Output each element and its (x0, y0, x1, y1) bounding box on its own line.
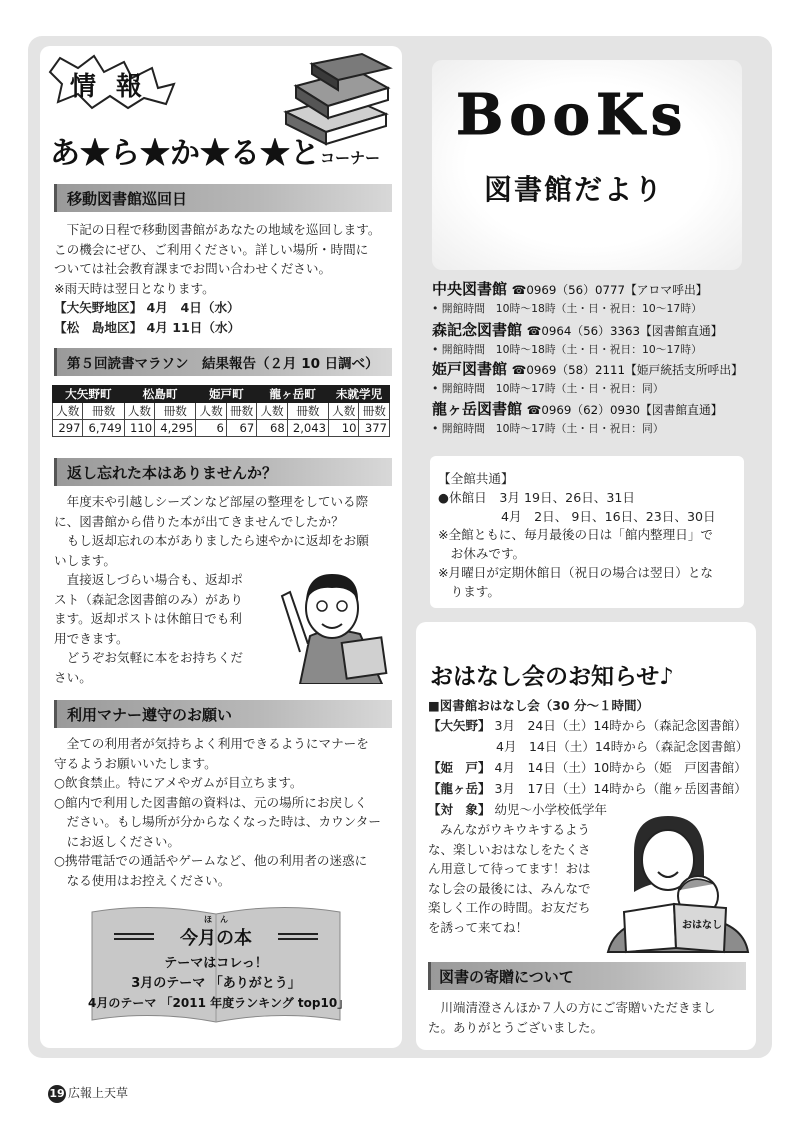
manners-heading (54, 700, 392, 728)
mobile-library-date: 【大矢野地区】 4月 4日（水） (54, 300, 240, 315)
return-books-line: さい。 (54, 669, 92, 685)
return-books-title: 返し忘れた本はありませんか？ (67, 464, 278, 482)
corner-title-suffix: コーナー (320, 149, 381, 167)
return-books-line: スト（森記念図書館のみ）があり (54, 591, 243, 607)
story-schedule-row (496, 737, 748, 755)
library-hours: • 開館時間 10時～17時（土・日・祝日：同） (432, 422, 664, 435)
closed-days-line: ●休館日 3月 19日、26日、31日 (438, 489, 636, 505)
library-name: 龍ヶ岳図書館 (432, 400, 523, 418)
marathon-value: 2,043 (287, 420, 328, 437)
story-schedule-row (428, 800, 607, 818)
return-books-line: 年度末や引越しシーズンなど部屋の整理をしている際 (66, 494, 369, 509)
marathon-subheader: 冊数 (359, 403, 390, 420)
return-books-line: いします。 (54, 552, 116, 568)
library-phone: ☎0969（56）0777【アロマ呼出】 (511, 283, 708, 297)
story-message-line: ん用意して待ってます！おは (428, 861, 591, 876)
manners-line: 全ての利用者が気持ちよく利用できるようにマナーを (66, 736, 369, 751)
marathon-col-header: 未就学児 (329, 386, 390, 403)
story-message-line: を誘って来てね！ (428, 919, 529, 935)
deco-lines (278, 932, 318, 942)
marathon-subheader: 冊数 (287, 403, 328, 420)
story-message (428, 820, 591, 937)
marathon-title: 第５回読書マラソン 結果報告（２月 10 日調べ） (67, 356, 379, 372)
marathon-value: 67 (226, 420, 256, 437)
publication-name: 広報上天草 (68, 1086, 129, 1100)
library-entry (432, 358, 762, 396)
marathon-value: 6 (196, 420, 226, 437)
story-time-subtitle: ■図書館おはなし会（30 分～１時間） (428, 698, 650, 713)
marathon-subheader: 冊数 (83, 403, 124, 420)
story-schedule-label: 【姫 戸】 (428, 760, 491, 775)
mobile-library-title: 移動図書館巡回日 (67, 190, 188, 208)
mobile-library-line: ついては社会教育課までお問い合わせください。 (54, 261, 332, 276)
story-schedule-label: 【対 象】 (428, 802, 491, 817)
closed-days-text (438, 470, 716, 602)
marathon-subheader: 冊数 (226, 403, 256, 420)
story-time-title: おはなし会のお知らせ♪ (430, 664, 674, 690)
marathon-value: 6,749 (83, 420, 124, 437)
library-name: 中央図書館 (432, 280, 508, 298)
marathon-col-header: 龍ヶ岳町 (257, 386, 329, 403)
library-phone: ☎0964（56）3363【図書館直通】 (526, 324, 723, 338)
return-books-line: に、図書館から借りた本が出てきませんでしたか？ (54, 513, 344, 529)
story-schedule-row (428, 758, 747, 776)
donation-line: 川端清澄さんほか７人の方にご寄贈いただきまし (440, 1000, 716, 1015)
marathon-col-header: 大矢野町 (53, 386, 125, 403)
manners-title: 利用マナー遵守のお願い (67, 706, 233, 724)
mobile-library-heading (54, 184, 392, 212)
library-hours: • 開館時間 10時～17時（土・日・祝日：同） (432, 382, 664, 395)
manners-line: なる使用はお控えください。 (66, 872, 231, 888)
return-books-line: どうぞお気軽に本をお持ちくだ (66, 650, 243, 665)
books-title: BooKs (456, 82, 689, 148)
marathon-header-row (53, 386, 390, 403)
library-hours: • 開館時間 10時～18時（土・日・祝日：10～17時） (432, 343, 702, 356)
story-schedule-label: 【大矢野】 (428, 718, 491, 733)
marathon-subheader: 冊数 (155, 403, 196, 420)
library-name: 森記念図書館 (432, 321, 523, 339)
mobile-library-text (54, 220, 394, 337)
marathon-value: 68 (257, 420, 287, 437)
corner-header (44, 52, 398, 176)
marathon-value: 377 (359, 420, 390, 437)
marathon-subheader: 人数 (196, 403, 226, 420)
library-entry (432, 278, 762, 316)
story-message-line: な、楽しいおはなしをたくさ (428, 841, 591, 857)
marathon-col-header: 姫戸町 (196, 386, 257, 403)
story-schedule-row (428, 716, 747, 734)
page-footer (48, 1084, 128, 1103)
closed-days-line: 4月 2日、 9日、16日、23日、30日 (438, 508, 716, 524)
library-name: 姫戸図書館 (432, 360, 508, 378)
return-books-line: 用できます。 (54, 630, 129, 646)
marathon-col-header: 松島町 (124, 386, 196, 403)
books-subtitle: 図書館だより (484, 173, 665, 206)
joho-text: 情報 (70, 72, 163, 102)
monthly-book-line: 3月のテーマ 「ありがとう」 (131, 976, 301, 991)
manners-text (54, 734, 398, 890)
page-number: 19 (48, 1085, 66, 1103)
return-books-line: 直接返しづらい場合も、返却ポ (66, 572, 243, 587)
marathon-subheader-row (53, 403, 390, 420)
story-schedule-text: 幼児～小学校低学年 (494, 802, 608, 817)
stacked-books-icon (276, 52, 396, 148)
donation-line: た。ありがとうございました。 (428, 1020, 604, 1035)
return-books-heading (54, 458, 392, 486)
story-message-line: みんながウキウキするよう (440, 822, 591, 837)
mobile-library-line: ※雨天時は翌日となります。 (54, 280, 215, 296)
mobile-library-line: この機会にぜひ、ご利用ください。詳しい場所・時間に (54, 241, 369, 257)
manners-line: にお返しください。 (66, 833, 180, 849)
story-schedule-row (428, 779, 747, 797)
joho-label (48, 54, 178, 110)
mobile-library-date: 【松 島地区】 4月 11日（水） (54, 319, 241, 335)
donation-title: 図書の寄贈について (439, 968, 574, 986)
marathon-subheader: 人数 (124, 403, 154, 420)
corner-title-main: あ★ら★か★る★と (50, 136, 320, 171)
monthly-book-title: 今月の本 (180, 928, 252, 949)
story-schedule-text: 4月 14日（土）14時から（森記念図書館） (496, 739, 749, 754)
deco-lines (114, 932, 154, 942)
manners-line: ださい。もし場所が分からなくなった時は、カウンター (66, 814, 381, 829)
closed-days-line: ります。 (438, 583, 500, 599)
donation-text (428, 998, 716, 1038)
story-schedule-text: 3月 17日（土）14時から（龍ヶ岳図書館） (494, 781, 747, 796)
story-schedule-label: 【龍ヶ岳】 (428, 781, 491, 796)
monthly-book-line: 4月のテーマ 「2011 年度ランキング top10」 (88, 996, 350, 1010)
monthly-book-line: テーマはコレっ！ (164, 956, 268, 971)
library-hours: • 開館時間 10時～18時（土・日・祝日：10～17時） (432, 302, 702, 315)
marathon-subheader: 人数 (257, 403, 287, 420)
library-phone: ☎0969（62）0930【図書館直通】 (526, 403, 723, 417)
story-book-label: おはなし (682, 920, 722, 931)
story-schedule-text: 3月 24日（土）14時から（森記念図書館） (494, 718, 747, 733)
marathon-values-row (53, 420, 390, 437)
return-books-line: ます。返却ポストは休館日でも利 (54, 611, 242, 626)
marathon-heading (54, 348, 392, 376)
manners-line: ○館内で利用した図書館の資料は、元の場所にお戻しく (54, 794, 368, 810)
marathon-value: 4,295 (155, 420, 196, 437)
marathon-value: 10 (329, 420, 359, 437)
story-message-line: 楽しく工作の時間。お友だち (428, 900, 591, 915)
story-schedule-text: 4月 14日（土）10時から（姫 戸図書館） (494, 760, 747, 775)
library-entry (432, 398, 762, 436)
manners-line: 守るようお願いいたします。 (54, 755, 217, 771)
man-pointing-illustration (270, 556, 390, 684)
return-books-line: もし返却忘れの本がありましたら速やかに返却をお願 (66, 533, 369, 548)
manners-line: ○飲食禁止。特にアメやガムが目立ちます。 (54, 775, 303, 790)
manners-line: ○携帯電話での通話やゲームなど、他の利用者の迷惑に (54, 853, 368, 868)
mobile-library-line: 下記の日程で移動図書館があなたの地域を巡回します。 (66, 222, 381, 237)
closed-days-line: お休みです。 (438, 546, 526, 562)
library-phone: ☎0969（58）2111【姫戸統括支所呼出】 (511, 363, 743, 377)
marathon-table (52, 385, 390, 437)
closed-days-line: ※月曜日が定期休館日（祝日の場合は翌日）とな (438, 564, 714, 580)
monthly-book-box (88, 902, 350, 1026)
donation-heading (428, 962, 746, 990)
marathon-value: 110 (124, 420, 154, 437)
story-message-line: なし会の最後には、みんなで (428, 880, 591, 896)
closed-days-line: ※全館ともに、毎月最後の日は「館内整理日」で (438, 527, 714, 543)
marathon-subheader: 人数 (53, 403, 83, 420)
monthly-book-ruby: ほ ん (204, 915, 228, 924)
woman-reading-illustration (604, 812, 750, 954)
closed-days-heading: 【全館共通】 (438, 471, 514, 486)
marathon-subheader: 人数 (329, 403, 359, 420)
library-entry (432, 319, 762, 357)
marathon-value: 297 (53, 420, 83, 437)
